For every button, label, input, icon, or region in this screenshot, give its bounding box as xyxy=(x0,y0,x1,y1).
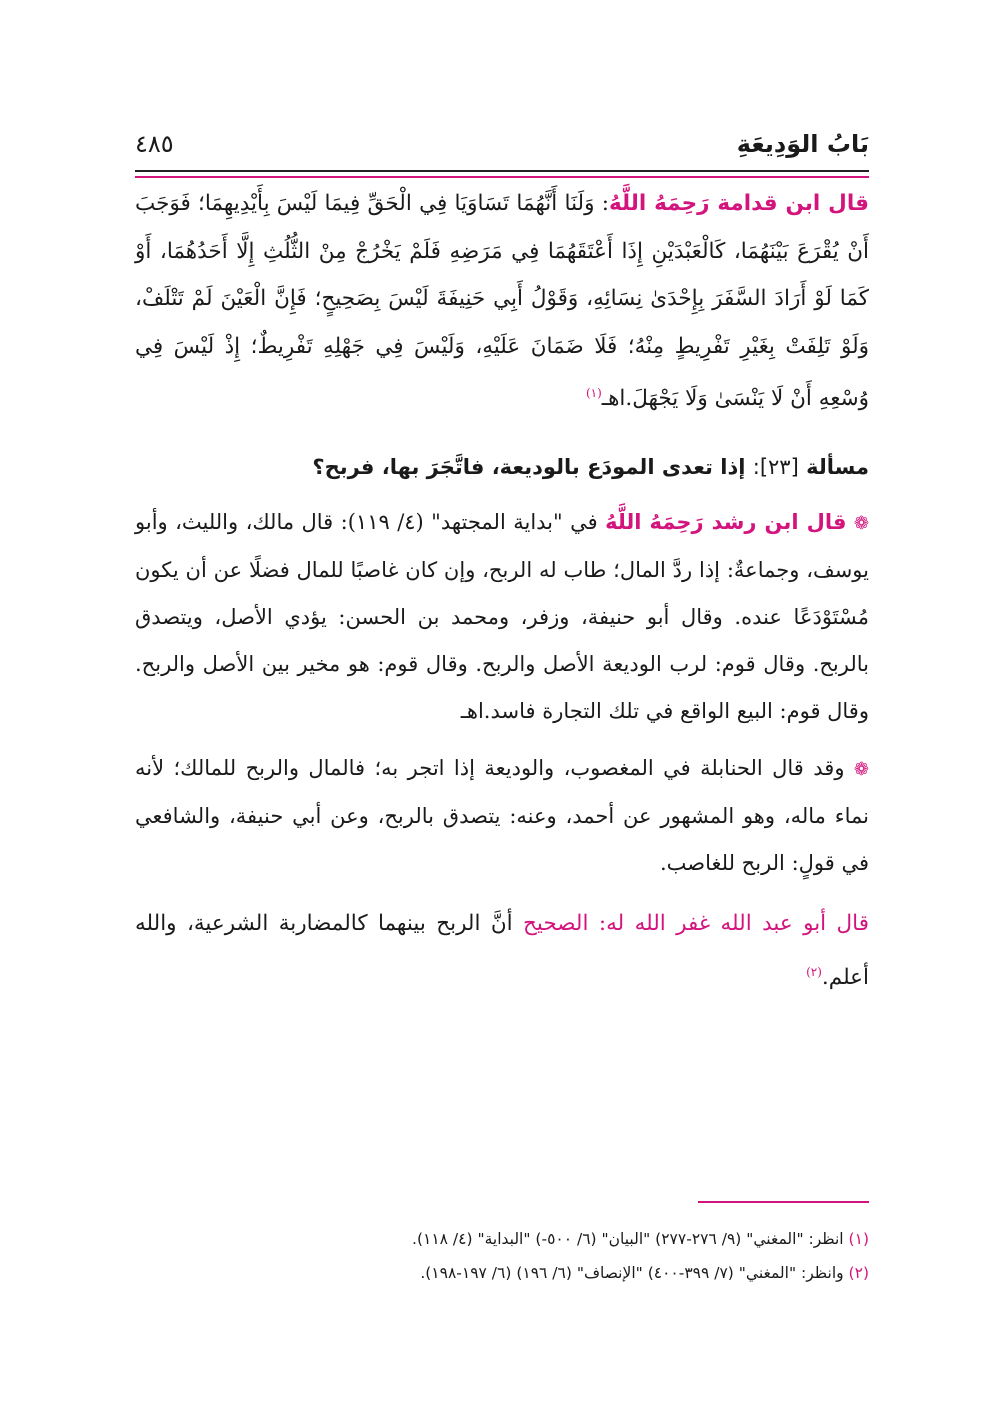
para-text: في "بداية المجتهد" (٤/ ١١٩): قال مالك، والليث، وأبو يوسف، وجماعةٌ: إذا ردَّ المال؛ طاب له الربح، وإن كان غاصبًا للمال فضلًا عن أن يكون مُسْتَوْدَعًا عنده. وقال أبو حنيفة، وزفر، ومحمد بن الحسن: يؤدي الأصل، ويتصدق بالربح. وقال قوم: لرب الوديعة الأصل والربح. وقال قوم: هو مخير بين الأصل والربح. وقال قوم: البيع الواقع في تلك التجارة فاسد.اهـ xyxy=(135,509,869,723)
verdict-text: أنَّ الربح بينهما كالمضاربة الشرعية، والله أعلم. xyxy=(135,910,869,990)
page-number: ٤٨٥ xyxy=(135,130,174,158)
footnote-divider xyxy=(698,1201,869,1203)
verdict-paragraph xyxy=(135,899,869,1002)
chapter-title: بَابُ الوَدِيعَةِ xyxy=(736,130,869,158)
main-content xyxy=(135,180,869,1002)
paragraph-hanabila xyxy=(135,745,869,887)
verdict-author: قال أبو عبد الله غفر الله له: xyxy=(598,910,869,936)
question-title: إذا تعدى المودَع بالوديعة، فاتَّجَرَ بها، فربح؟ xyxy=(312,454,746,479)
footnote-ref-1[interactable]: (١) xyxy=(585,386,602,400)
flower-icon: ❁ xyxy=(853,758,869,780)
quote-text: : وَلَنَا أَنَّهُمَا تَسَاوَيَا فِي الْحَقِّ فِيمَا لَيْسَ بِأَيْدِيهِمَا؛ فَوَجَبَ أَنْ يُقْرَعَ بَيْنَهُمَا، كَالْعَبْدَيْنِ إِذَا أَعْتَقَهُمَا فِي مَرَضِهِ فَلَمْ يَخْرُجْ مِنْ الثُّلُثِ إِلَّا أَحَدُهُمَا، أَوْ كَمَا لَوْ أَرَادَ السَّفَرَ بِإِحْدَىٰ نِسَائِهِ، وَقَوْلُ أَبِي حَنِيفَةَ لَيْسَ بِصَحِيحٍ؛ فَإِنَّ الْعَيْنَ لَمْ تَتْلَفْ، وَلَوْ تَلِفَتْ بِغَيْرِ تَفْرِيطٍ مِنْهُ؛ فَلَا ضَمَانَ عَلَيْهِ، وَلَيْسَ فِي جَهْلِهِ تَفْرِيطٌ؛ إِذْ لَيْسَ فِي وُسْعِهِ أَنْ لَا يَنْسَىٰ وَلَا يَجْهَلَ.اهـ xyxy=(135,191,869,412)
footnote-mark: (١) xyxy=(848,1230,869,1248)
header-rule-accent xyxy=(135,176,869,178)
footnote-1 xyxy=(135,1222,869,1256)
verdict-sahih: الصحيح xyxy=(523,910,589,936)
footnote-text: انظر: "المغني" (٩/ ٢٧٦-٢٧٧) "البيان" (٦/ ٥٠٠-) "البداية" (٤/ ١١٨). xyxy=(412,1230,849,1248)
footnotes xyxy=(135,1222,869,1290)
quote-author: قال ابن قدامة رَحِمَهُ اللَّهُ xyxy=(608,191,869,216)
page-header xyxy=(135,130,869,170)
question-number: [٢٣]: xyxy=(752,454,799,479)
footnote-ref-2[interactable]: (٢) xyxy=(806,964,822,979)
footnote-text: وانظر: "المغني" (٧/ ٣٩٩-٤٠٠) "الإنصاف" (٦/ ١٩٦) (٦/ ١٩٧-١٩٨). xyxy=(420,1264,849,1282)
flower-icon: ❁ xyxy=(853,512,869,534)
quote-paragraph xyxy=(135,180,869,423)
para-author: قال ابن رشد رَحِمَهُ اللَّهُ xyxy=(605,509,847,534)
footnote-2 xyxy=(135,1256,869,1290)
header-rule xyxy=(135,170,869,172)
paragraph-ibn-rushd xyxy=(135,499,869,735)
question-label: مسألة xyxy=(806,454,869,479)
footnote-mark: (٢) xyxy=(848,1264,869,1282)
para-text: وقد قال الحنابلة في المغصوب، والوديعة إذا اتجر به؛ فالمال والربح للمالك؛ لأنه نماء ماله، وهو المشهور عن أحمد، وعنه: يتصدق بالربح، وعن أبي حنيفة، والشافعي في قولٍ: الربح للغاصب. xyxy=(135,755,869,875)
question-heading xyxy=(135,447,869,487)
